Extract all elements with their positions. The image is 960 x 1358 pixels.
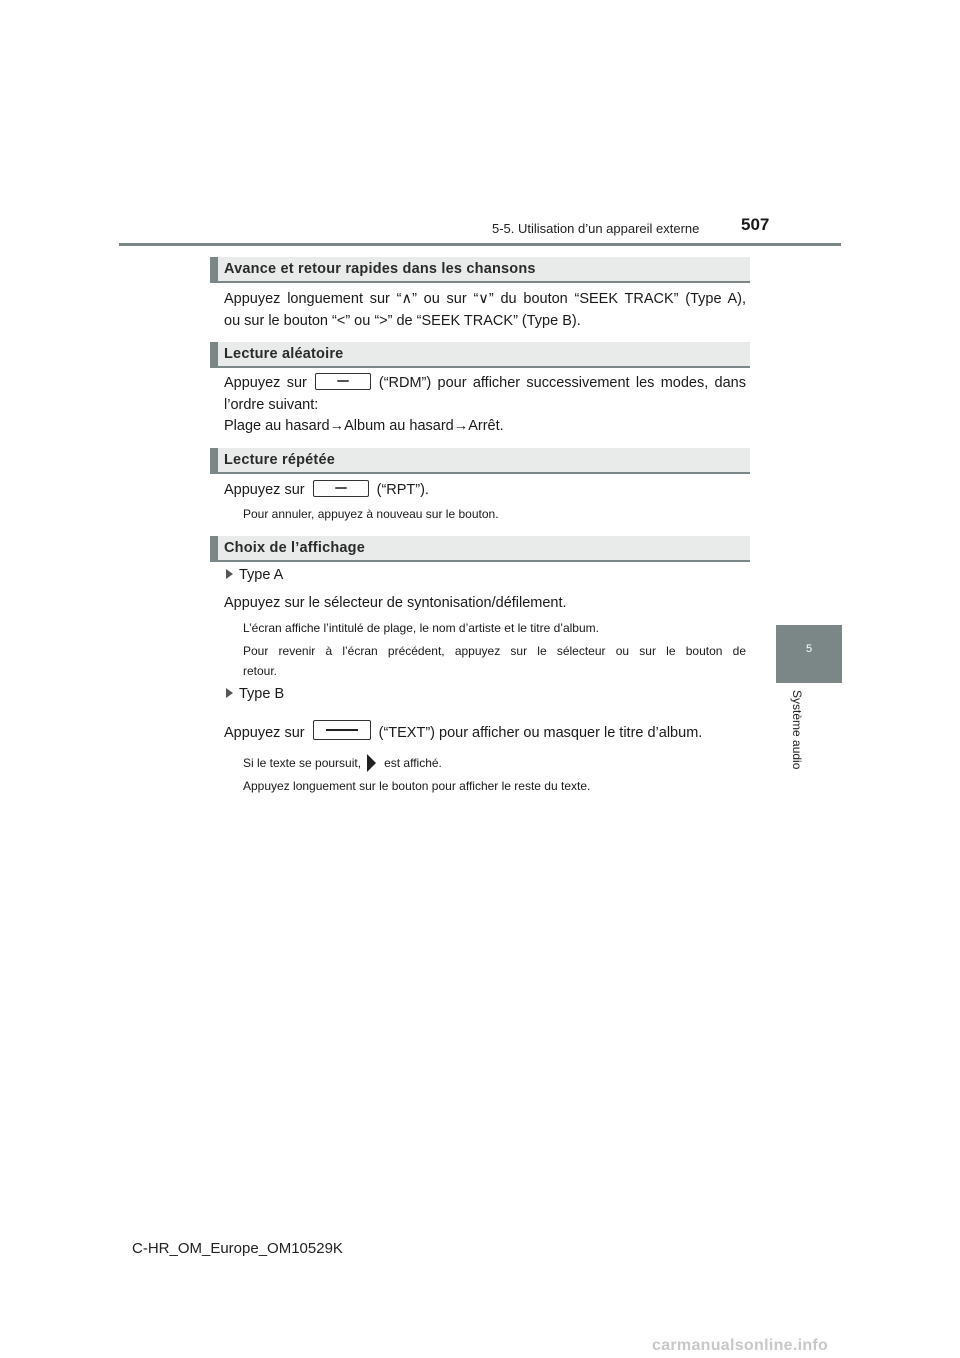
bullet-triangle-icon bbox=[226, 688, 233, 698]
rpt-button-icon bbox=[313, 480, 369, 497]
header-rule bbox=[119, 243, 841, 246]
random-text-line2: l’ordre suivant: bbox=[224, 397, 319, 413]
random-text-line3: Plage au hasard→Album au hasard→Arrêt. bbox=[224, 418, 504, 434]
random-text-line1: Appuyez sur (“RDM”) pour afficher successivement les modes, dans bbox=[224, 375, 746, 391]
type-b-label: Type B bbox=[226, 686, 284, 702]
type-a-text: Appuyez sur le sélecteur de syntonisation/défilement. bbox=[224, 595, 567, 611]
section-heading-random: Lecture aléatoire bbox=[210, 342, 750, 368]
fast-text-line1: Appuyez longuement sur “∧” ou sur “∨” du bouton “SEEK TRACK” (Type A), bbox=[224, 291, 746, 307]
continue-arrow-icon bbox=[367, 754, 376, 772]
type-a-note1: L’écran affiche l’intitulé de plage, le nom d’artiste et le titre d’album. bbox=[243, 621, 599, 635]
page-number: 507 bbox=[741, 215, 770, 234]
chapter-title: Système audio bbox=[790, 690, 804, 770]
type-a-label: Type A bbox=[226, 567, 283, 583]
type-a-note2-line2: retour. bbox=[243, 664, 278, 678]
type-b-note4: Appuyez longuement sur le bouton pour afficher le reste du texte. bbox=[243, 779, 591, 793]
chapter-number: 5 bbox=[805, 643, 813, 655]
repeat-note: Pour annuler, appuyez à nouveau sur le bouton. bbox=[243, 507, 499, 521]
type-a-note2-line1: Pour revenir à l’écran précédent, appuyez sur le sélecteur ou sur le bouton de bbox=[243, 644, 746, 658]
rdm-button-icon bbox=[315, 373, 371, 390]
header-section-title: 5-5. Utilisation d’un appareil externe bbox=[492, 221, 700, 236]
type-b-text: Appuyez sur (“TEXT”) pour afficher ou masquer le titre d’album. bbox=[224, 720, 746, 745]
footer-document-code: C-HR_OM_Europe_OM10529K bbox=[132, 1240, 343, 1257]
text-button-icon bbox=[313, 720, 371, 740]
section-heading-repeat: Lecture répétée bbox=[210, 448, 750, 474]
section-heading-display: Choix de l’affichage bbox=[210, 536, 750, 562]
chapter-tab bbox=[776, 625, 842, 683]
type-b-note3: Si le texte se poursuit, est affiché. bbox=[243, 756, 442, 770]
section-heading-fast: Avance et retour rapides dans les chansons bbox=[210, 257, 750, 283]
bullet-triangle-icon bbox=[226, 569, 233, 579]
repeat-text: Appuyez sur (“RPT”). bbox=[224, 482, 429, 498]
fast-text-line2: ou sur le bouton “<” ou “>” de “SEEK TRACK” (Type B). bbox=[224, 313, 581, 329]
watermark: carmanualsonline.info bbox=[652, 1337, 829, 1354]
